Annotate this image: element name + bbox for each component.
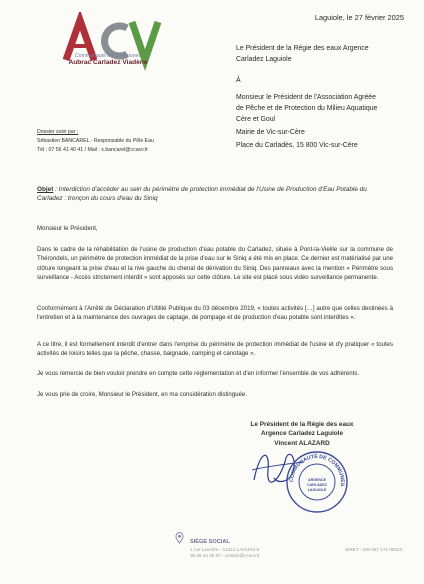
- objet-label: Objet: [37, 186, 54, 193]
- recipient-line-2: de Pêche et de Protection du Milieu Aquatique: [236, 105, 378, 112]
- recipient-line-4: Mairie de Vic-sur-Cère: [236, 129, 305, 136]
- dossier-label: Dossier suivi par :: [37, 129, 79, 135]
- footer-title: SIÈGE SOCIAL: [190, 539, 230, 545]
- recipient-line-5: Place du Carladès, 15 800 Vic-sur-Cère: [236, 142, 358, 149]
- logo-subtitle-line2: Aubrac Carladez Viadène: [68, 59, 148, 66]
- paragraph-2: Conformément à l'Arrêté de Déclaration d'Utilité Publique du 03 décembre 2019, « toutes activités […] autre que celles destinées à l'entretien et à la maintenance des ouvrages de captage, de pompage et de production d'eau potable sont interdites ».: [37, 305, 393, 322]
- recipient-prefix: À: [236, 77, 241, 84]
- salutation: Monsieur le Président,: [37, 225, 98, 232]
- footer-contact: 05 65 44 35 87 - contact@ccacv.fr: [190, 553, 260, 558]
- paragraph-3: A ce titre, il est formellement interdit d'entrer dans l'emprise du périmètre de protection immédiat de l'usine et d'y pratiquer « toutes activités de loisirs telles que la pêche, chasse, baignade, camping et canotage ».: [37, 341, 393, 358]
- signature-title-1: Le Président de la Régie des eaux: [250, 421, 354, 428]
- objet-text: : Interdiction d'accéder au sein du périmètre de protection immédiat de l'Usine de Production d'Eau Potable du Carladez : tronçon du cours d'eau du Siniq: [37, 186, 367, 203]
- svg-text:CARLADEZ: CARLADEZ: [307, 483, 327, 487]
- objet-block: [37, 185, 389, 204]
- footer-siret: SIRET : 200 067 171 00013: [345, 547, 402, 552]
- logo-subtitle-line1: Communauté de Communes: [74, 53, 142, 59]
- svg-text:ARGENCE: ARGENCE: [308, 478, 326, 482]
- letter-date: Laguiole, le 27 février 2025: [314, 13, 404, 22]
- dossier-block: [37, 128, 154, 155]
- dossier-contact: Tél : 07 56 41 40 41 / Mail : s.bancarel@ccacv.fr: [37, 147, 148, 153]
- svg-text:LAGUIOLE: LAGUIOLE: [307, 488, 327, 492]
- location-pin-icon: [175, 532, 184, 544]
- sender-line-1: Le Président de la Régie des eaux Argence: [236, 45, 369, 52]
- signature-title-2: Argence Carladez Laguiole: [260, 430, 344, 438]
- sender-line-2: Carladez Laguiole: [236, 56, 292, 63]
- paragraph-1: Dans le cadre de la réhabilitation de l'usine de production d'eau potable du Carladez, située à Pont-la-Vieille sur la commune de Thérondels, un périmètre de protection immédiat de la prise d'eau sur le Siniq a été mis en place. Ce dernier est matérialisé par une clôture longeant la prise d'eau et la rive gauche du chenal de dérivation du Siniq. Des panneaux avec la mention « Périmètre sous surveillance - Accès strictement interdit » sont apposés sur cette clôture. Le site est placé sous vidéo surveillance permanente.: [37, 246, 393, 281]
- signature-name: Vincent ALAZARD: [274, 439, 330, 447]
- dossier-name: Sébastien BANCAREL - Responsable du Pôle Eau: [37, 138, 154, 144]
- official-stamp: [285, 450, 349, 514]
- paragraph-4: Je vous remercie de bien vouloir prendre en compte cette réglementation et d'en informer l'ensemble de vos adhérents.: [37, 370, 360, 377]
- stamp-outer-text: COMMUNAUTÉ DE COMMUNES: [288, 453, 346, 487]
- logo-letter-c: [105, 26, 127, 56]
- recipient-line-3: Cère et Goul: [236, 116, 276, 123]
- footer-address: 1 rue Laurière - 12210 LAGUIOLE: [190, 547, 260, 552]
- paragraph-5: Je vous prie de croire, Monsieur le Président, en ma considération distinguée.: [37, 391, 248, 398]
- recipient-line-1: Monsieur le Président de l'Association Agréée: [236, 94, 376, 101]
